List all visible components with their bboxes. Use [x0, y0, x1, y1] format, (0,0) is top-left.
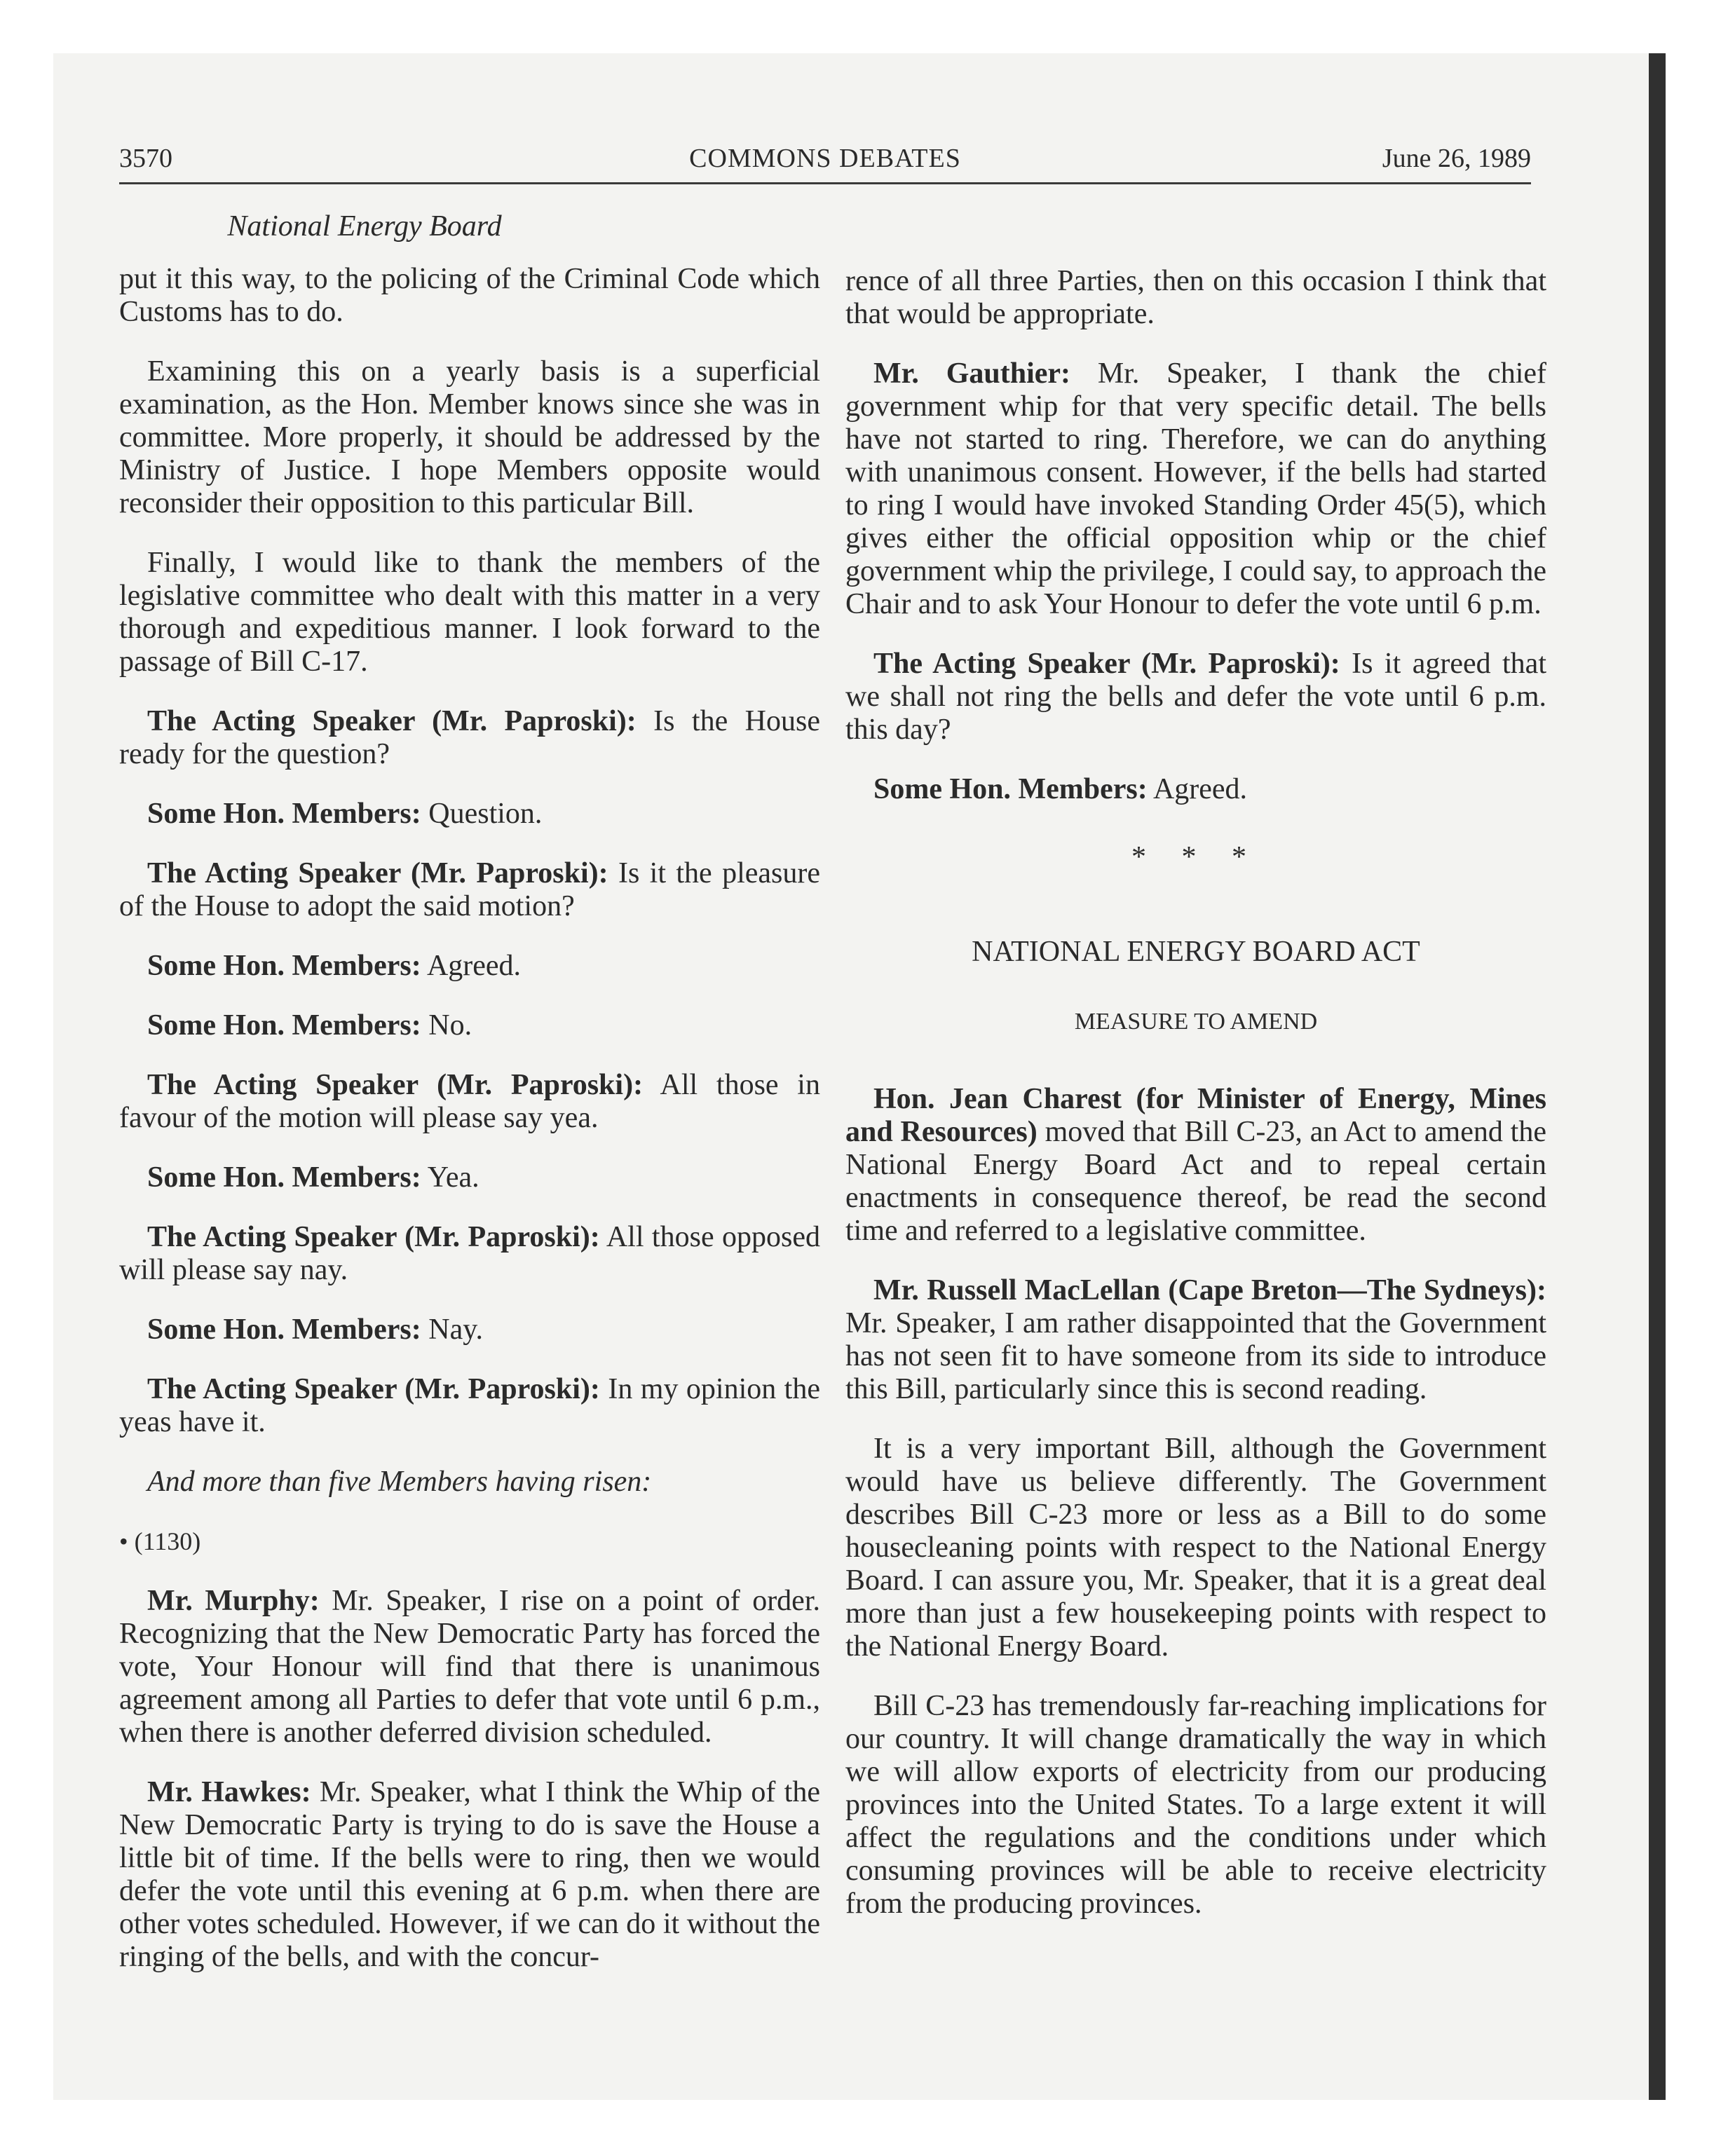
publication-date: June 26, 1989 [1382, 144, 1531, 173]
speech [119, 798, 820, 831]
speech [119, 1585, 820, 1749]
speech [119, 1221, 820, 1287]
speaker-name: Some Hon. Members: [147, 1161, 421, 1194]
speaker-name: Some Hon. Members: [147, 1009, 421, 1042]
speech [119, 1161, 820, 1194]
speech-text: Mr. Speaker, I rise on a point of order. Recognizing that the New Democratic Party has forced the vote, Your Honour will find that there is unanimous agreement among all Parties to defer that vote until 6 p.m., when there is another deferred division scheduled. [119, 1585, 820, 1749]
binding-edge [1649, 53, 1666, 2100]
speech [845, 648, 1546, 746]
speaker-name: Mr. Gauthier: [873, 357, 1071, 390]
speech-text: moved that Bill C-23, an Act to amend the National Energy Board Act and to repeal certain enactments in consequence thereof, be read the second time and referred to a legislative committee. [845, 1116, 1546, 1247]
running-head: National Energy Board [227, 210, 502, 243]
speech-text: Agreed. [421, 950, 522, 982]
speech-text: Question. [421, 798, 543, 830]
speaker-name: Mr. Russell MacLellan (Cape Breton—The Sydneys): [873, 1274, 1546, 1306]
speech-text: All those in favour of the motion will please say yea. [119, 1069, 820, 1134]
speech-text: All those opposed will please say nay. [119, 1221, 820, 1286]
speech-text: In my opinion the yeas have it. [119, 1373, 820, 1438]
speech-text: Mr. Speaker, I am rather disappointed that the Government has not seen fit to have someone from its side to introduce this Bill, particularly since this is second reading. [845, 1307, 1546, 1405]
speaker-name: Mr. Murphy: [147, 1585, 320, 1617]
speech [119, 1009, 820, 1042]
paragraph: It is a very important Bill, although the Government would have us believe differently. The Government describes Bill C-23 more or less as a Bill to do some housecleaning points with respect to the National Energy Board. I can assure you, Mr. Speaker, that it is a great deal more than just a few housekeeping points with respect to the National Energy Board. [845, 1433, 1546, 1663]
speech [119, 1373, 820, 1439]
speech [119, 1069, 820, 1135]
publication-title: COMMONS DEBATES [689, 144, 961, 173]
speaker-name: The Acting Speaker (Mr. Paproski): [147, 1069, 644, 1101]
speech-text: Yea. [421, 1161, 479, 1194]
section-heading: NATIONAL ENERGY BOARD ACT [972, 936, 1420, 968]
speech [845, 773, 1546, 806]
speaker-name: The Acting Speaker (Mr. Paproski): [147, 857, 608, 889]
paragraph: Examining this on a yearly basis is a superficial examination, as the Hon. Member knows since she was in committee. More properly, it should be addressed by the Ministry of Justice. I hope Members opposite would reconsider their opposition to this particular Bill. [119, 355, 820, 519]
paragraph: Bill C-23 has tremendously far-reaching implications for our country. It will change dramatically the way in which we will allow exports of electricity from our producing provinces into the United States. To a large extent it will affect the regulations and the conditions under which consuming provinces will be able to receive electricity from the producing provinces. [845, 1690, 1546, 1920]
page-header [119, 140, 1531, 184]
speech-text: Is the House ready for the question? [119, 705, 820, 770]
paragraph: rence of all three Parties, then on this occasion I think that that would be appropriate. [845, 265, 1546, 330]
speech [845, 1274, 1546, 1406]
speaker-name: Hon. Jean Charest (for Minister of Energy, Mines and Resources) [845, 1083, 1546, 1148]
time-marker: • (1130) [119, 1527, 201, 1555]
speaker-name: The Acting Speaker (Mr. Paproski): [147, 705, 637, 737]
speech [119, 1314, 820, 1346]
speaker-name: Some Hon. Members: [147, 1314, 421, 1346]
speaker-name: Mr. Hawkes: [147, 1776, 311, 1808]
speech [119, 857, 820, 923]
speech [119, 950, 820, 983]
speech-text: Is it the pleasure of the House to adopt the said motion? [119, 857, 820, 922]
speaker-name: Some Hon. Members: [147, 950, 421, 982]
speech-text: Mr. Speaker, I thank the chief government whip for that very specific detail. The bells have not started to ring. Therefore, we can do anything with unanimous consent. However, if the bells had started to ring I would have invoked Standing Order 45(5), which gives either the official opposition whip or the chief government whip the privilege, I could say, to approach the Chair and to ask Your Honour to defer the vote until 6 p.m. [845, 357, 1546, 620]
speech-text: No. [421, 1009, 472, 1042]
paragraph: Finally, I would like to thank the members of the legislative committee who dealt with this matter in a very thorough and expeditious manner. I look forward to the passage of Bill C-17. [119, 547, 820, 678]
right-column [845, 265, 1546, 1947]
speech [845, 1083, 1546, 1248]
paragraph: put it this way, to the policing of the Criminal Code which Customs has to do. [119, 263, 820, 328]
speaker-name: Some Hon. Members: [147, 798, 421, 830]
speech-text: Agreed. [1147, 773, 1248, 805]
section-divider: * * * [1131, 841, 1260, 873]
speech-text: Nay. [421, 1314, 484, 1346]
speech-text: Is it agreed that we shall not ring the bells and defer the vote until 6 p.m. this day? [845, 648, 1546, 746]
left-column [119, 210, 820, 2000]
speaker-name: Some Hon. Members: [873, 773, 1148, 805]
speaker-name: The Acting Speaker (Mr. Paproski): [147, 1373, 600, 1405]
speech [845, 357, 1546, 621]
stage-direction: And more than five Members having risen: [147, 1466, 652, 1498]
speech-text: Mr. Speaker, what I think the Whip of the New Democratic Party is trying to do is save the House a little bit of time. If the bells were to ring, then we would defer the vote until this evening at 6 p.m. when there are other votes scheduled. However, if we can do it without the ringing of the bells, and with the concur- [119, 1776, 820, 1973]
speaker-name: The Acting Speaker (Mr. Paproski): [147, 1221, 600, 1253]
speech [119, 705, 820, 771]
page-number: 3570 [119, 144, 172, 173]
section-subheading: MEASURE TO AMEND [1074, 1009, 1318, 1035]
speaker-name: The Acting Speaker (Mr. Paproski): [873, 648, 1340, 680]
speech [119, 1776, 820, 1974]
